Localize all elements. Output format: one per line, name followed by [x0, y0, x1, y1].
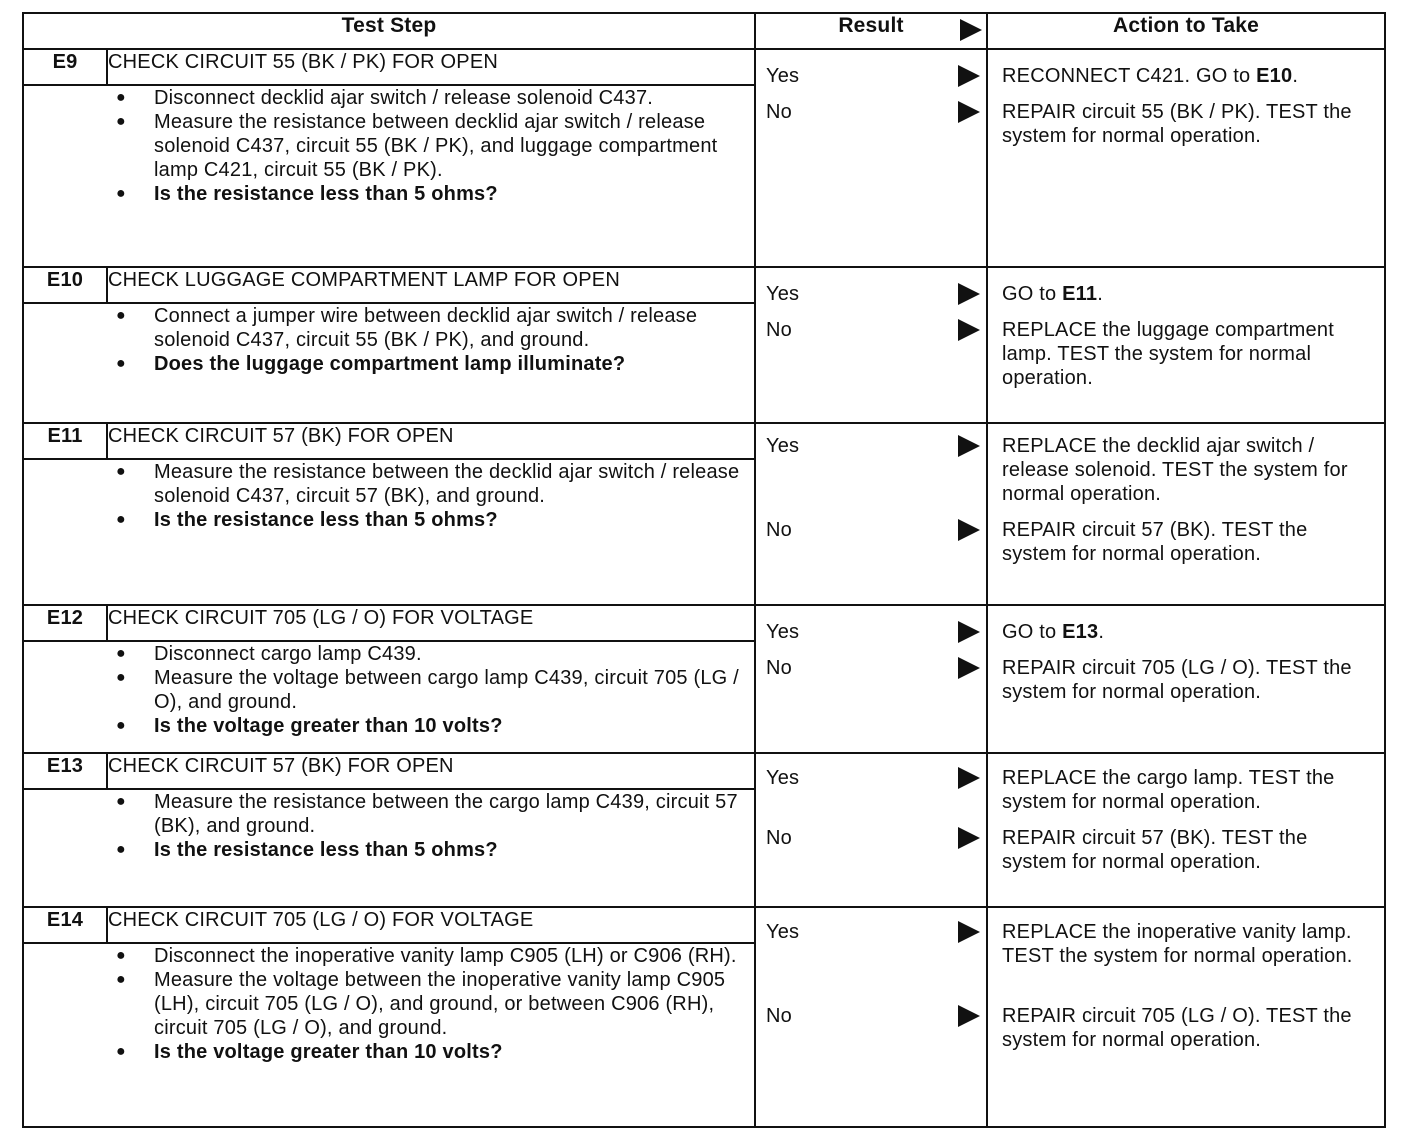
- step-title: CHECK CIRCUIT 57 (BK) FOR OPEN: [107, 753, 755, 789]
- step-instructions: [23, 459, 755, 605]
- action-text: [1002, 64, 1376, 88]
- arrow-right-icon: [958, 1005, 980, 1027]
- step-id: E9: [23, 49, 107, 85]
- step-question: ● Is the resistance less than 5 ohms?: [24, 508, 754, 532]
- step-title-row: [23, 605, 1385, 641]
- step-question: ● Does the luggage compartment lamp illuminate?: [24, 352, 754, 376]
- arrow-right-icon: [958, 283, 980, 305]
- action-lead: REPAIR circuit 705 (LG / O). TEST the system for normal operation.: [1002, 1005, 1352, 1051]
- step-title-row: [23, 267, 1385, 303]
- result-cell: [755, 267, 987, 423]
- arrow-right-icon: [958, 621, 980, 643]
- action-step-ref: E10: [1256, 65, 1293, 87]
- step-title-row: [23, 49, 1385, 85]
- action-cell: [987, 49, 1385, 267]
- step-id: E13: [23, 753, 107, 789]
- instruction-item: ● Measure the resistance between decklid ajar switch / release solenoid C437, circuit 55 (BK / PK), and luggage compartment lamp C421, circuit 55 (BK / PK).: [24, 110, 754, 182]
- arrow-right-icon: [958, 319, 980, 341]
- result-label: No: [766, 827, 792, 849]
- arrow-right-icon: [958, 101, 980, 123]
- arrow-right-icon: [958, 767, 980, 789]
- instruction-list: [24, 944, 754, 1064]
- result-header: [755, 13, 987, 49]
- arrow-right-icon: [958, 519, 980, 541]
- result-line: [766, 518, 982, 544]
- arrow-right-icon: [960, 19, 982, 41]
- arrow-right-icon: [958, 921, 980, 943]
- result-line: [766, 766, 982, 792]
- action-tail: .: [1292, 65, 1299, 87]
- step-question: ● Is the voltage greater than 10 volts?: [24, 714, 754, 738]
- result-label: No: [766, 101, 792, 123]
- action-cell: [987, 605, 1385, 753]
- result-line: [766, 100, 982, 126]
- action-text: [1002, 620, 1376, 644]
- instruction-item: ● Disconnect the inoperative vanity lamp C905 (LH) or C906 (RH).: [24, 944, 754, 968]
- result-line: [766, 318, 982, 344]
- action-lead: REPAIR circuit 57 (BK). TEST the system for normal operation.: [1002, 827, 1308, 873]
- step-id: E14: [23, 907, 107, 943]
- step-title: CHECK CIRCUIT 55 (BK / PK) FOR OPEN: [107, 49, 755, 85]
- step-title-row: [23, 423, 1385, 459]
- action-tail: .: [1097, 283, 1103, 305]
- action-lead: REPAIR circuit 705 (LG / O). TEST the system for normal operation.: [1002, 657, 1352, 703]
- step-title-row: [23, 907, 1385, 943]
- result-label: Yes: [766, 65, 800, 87]
- action-text: [1002, 920, 1376, 968]
- arrow-right-icon: [958, 827, 980, 849]
- result-cell: [755, 423, 987, 605]
- header-row: [23, 13, 1385, 49]
- result-label: No: [766, 319, 792, 341]
- step-question: ● Is the voltage greater than 10 volts?: [24, 1040, 754, 1064]
- action-text: [1002, 434, 1376, 506]
- instruction-list: [24, 304, 754, 376]
- action-text: [1002, 766, 1376, 814]
- instruction-list: [24, 460, 754, 532]
- result-line: [766, 826, 982, 852]
- instruction-item: ● Disconnect cargo lamp C439.: [24, 642, 754, 666]
- result-header-label: Result: [838, 14, 904, 37]
- instruction-item: ● Measure the voltage between cargo lamp C439, circuit 705 (LG / O), and ground.: [24, 666, 754, 714]
- result-line: [766, 282, 982, 308]
- action-text: [1002, 826, 1376, 874]
- instruction-item: ● Connect a jumper wire between decklid ajar switch / release solenoid C437, circuit 55 (BK / PK), and ground.: [24, 304, 754, 352]
- action-lead: REPLACE the cargo lamp. TEST the system for normal operation.: [1002, 767, 1335, 813]
- step-title: CHECK LUGGAGE COMPARTMENT LAMP FOR OPEN: [107, 267, 755, 303]
- step-instructions: [23, 85, 755, 267]
- step-title-row: [23, 753, 1385, 789]
- result-label: Yes: [766, 767, 800, 789]
- action-text: [1002, 1004, 1376, 1052]
- instruction-list: [24, 642, 754, 738]
- result-line: [766, 64, 982, 90]
- result-line: [766, 1004, 982, 1030]
- action-cell: [987, 753, 1385, 907]
- action-text: [1002, 518, 1376, 566]
- action-lead: RECONNECT C421. GO to: [1002, 65, 1257, 87]
- step-question: ● Is the resistance less than 5 ohms?: [24, 182, 754, 206]
- instruction-item: ● Measure the resistance between the cargo lamp C439, circuit 57 (BK), and ground.: [24, 790, 754, 838]
- action-text: [1002, 318, 1376, 390]
- test-step-header: Test Step: [23, 13, 755, 49]
- action-cell: [987, 423, 1385, 605]
- result-label: No: [766, 519, 792, 541]
- instruction-item: ● Measure the resistance between the decklid ajar switch / release solenoid C437, circuit 57 (BK), and ground.: [24, 460, 754, 508]
- step-instructions: [23, 789, 755, 907]
- step-title: CHECK CIRCUIT 705 (LG / O) FOR VOLTAGE: [107, 605, 755, 641]
- result-label: Yes: [766, 435, 800, 457]
- arrow-right-icon: [958, 435, 980, 457]
- action-cell: [987, 267, 1385, 423]
- pinpoint-test-table: [22, 12, 1386, 1128]
- step-instructions: [23, 303, 755, 423]
- action-lead: GO to: [1002, 283, 1063, 305]
- result-label: No: [766, 657, 792, 679]
- result-cell: [755, 753, 987, 907]
- arrow-right-icon: [958, 65, 980, 87]
- arrow-right-icon: [958, 657, 980, 679]
- action-step-ref: E13: [1062, 621, 1099, 643]
- action-text: [1002, 282, 1376, 306]
- action-tail: .: [1098, 621, 1105, 643]
- result-label: Yes: [766, 283, 800, 305]
- result-cell: [755, 49, 987, 267]
- result-cell: [755, 605, 987, 753]
- step-question: ● Is the resistance less than 5 ohms?: [24, 838, 754, 862]
- action-lead: REPLACE the luggage compartment lamp. TEST the system for normal operation.: [1002, 319, 1334, 389]
- step-instructions: [23, 943, 755, 1127]
- action-lead: GO to: [1002, 621, 1063, 643]
- steps-body: [23, 49, 1385, 1127]
- step-instructions: [23, 641, 755, 753]
- action-lead: REPLACE the decklid ajar switch / release solenoid. TEST the system for normal operation.: [1002, 435, 1348, 505]
- step-id: E12: [23, 605, 107, 641]
- step-title: CHECK CIRCUIT 705 (LG / O) FOR VOLTAGE: [107, 907, 755, 943]
- result-label: No: [766, 1005, 792, 1027]
- action-lead: REPAIR circuit 57 (BK). TEST the system for normal operation.: [1002, 519, 1308, 565]
- result-label: Yes: [766, 921, 800, 943]
- step-id: E11: [23, 423, 107, 459]
- action-header: Action to Take: [987, 13, 1385, 49]
- step-title: CHECK CIRCUIT 57 (BK) FOR OPEN: [107, 423, 755, 459]
- result-label: Yes: [766, 621, 800, 643]
- instruction-item: ● Measure the voltage between the inoperative vanity lamp C905 (LH), circuit 705 (LG / O), and ground, or between C906 (RH), circuit 705 (LG / O), and ground.: [24, 968, 754, 1040]
- instruction-list: [24, 86, 754, 206]
- instruction-list: [24, 790, 754, 862]
- result-line: [766, 620, 982, 646]
- action-step-ref: E11: [1062, 283, 1098, 305]
- action-lead: REPAIR circuit 55 (BK / PK). TEST the system for normal operation.: [1002, 101, 1352, 147]
- result-line: [766, 434, 982, 460]
- step-id: E10: [23, 267, 107, 303]
- instruction-item: ● Disconnect decklid ajar switch / release solenoid C437.: [24, 86, 754, 110]
- action-lead: REPLACE the inoperative vanity lamp. TEST the system for normal operation.: [1002, 921, 1353, 967]
- result-cell: [755, 907, 987, 1127]
- result-line: [766, 656, 982, 682]
- action-text: [1002, 100, 1376, 148]
- result-line: [766, 920, 982, 946]
- action-cell: [987, 907, 1385, 1127]
- action-text: [1002, 656, 1376, 704]
